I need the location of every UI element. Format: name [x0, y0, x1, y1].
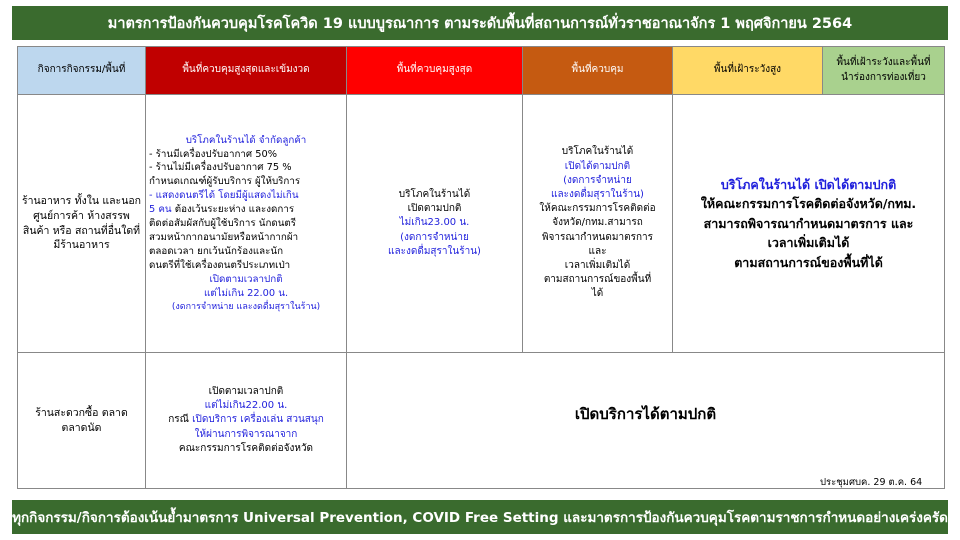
- restaurant-control-cell: [523, 95, 673, 353]
- cell-line: และงดดื่มสุราในร้าน): [388, 245, 481, 257]
- cell-line: เปิดตามปกติ: [407, 203, 462, 215]
- cell-line: สามารถพิจารณากำหนดมาตรการ และ: [703, 215, 914, 231]
- restaurant-label: [18, 95, 146, 353]
- cell-line: บริโภคในร้านได้ เปิดได้ตามปกติ: [720, 177, 897, 193]
- cell-line: เปิดได้ตามปกติ: [564, 160, 631, 172]
- cell-line: พิจารณากำหนดมาตรการ: [541, 231, 654, 243]
- cell-line-part: 5 คน: [149, 204, 172, 216]
- cell-line: บริโภคในร้านได้: [398, 189, 471, 201]
- cell-line: - ร้านมีเครื่องปรับอากาศ 50%: [149, 148, 278, 160]
- restaurant-row: [18, 95, 945, 353]
- cell-line-part: ต้องเว้นระยะห่าง และงดการ: [171, 204, 295, 216]
- cell-line: กำหนดเกณฑ์ผู้รับบริการ ผู้ให้บริการ: [149, 176, 301, 188]
- cell-line: ให้คณะกรรมการโรคติดต่อจังหวัด/กทม.: [700, 196, 917, 212]
- cell-line: (งดการจำหน่าย และงดดื่มสุราในร้าน): [171, 301, 321, 312]
- convenience-other-zones-cell: [347, 353, 945, 489]
- cell-line: ติดต่อสัมผัสกับผู้ใช้บริการ นักดนตรี: [149, 218, 297, 230]
- measures-table: [17, 46, 945, 489]
- header-max-zone: พื้นที่ควบคุมสูงสุด: [347, 47, 523, 95]
- cell-line: ได้: [591, 288, 604, 300]
- cell-line: คณะกรรมการโรคติดต่อจังหวัด: [178, 442, 314, 454]
- cell-line: สวมหน้ากากอนามัยหรือหน้ากากผ้า: [149, 232, 299, 244]
- cell-line: บริโภคในร้านได้ จำกัดลูกค้า: [185, 134, 307, 146]
- cell-line: ดนตรีที่ใช้เครื่องดนตรีประเภทเป่า: [149, 259, 291, 271]
- header-max-strict-zone: พื้นที่ควบคุมสูงสุดและเข้มงวด: [146, 47, 347, 95]
- cell-line: ให้คณะกรรมการโรคติดต่อ: [539, 203, 656, 215]
- cell-line: เวลาเพิ่มเติมได้: [767, 235, 850, 251]
- cell-line: และ: [588, 245, 607, 257]
- header-control-zone: พื้นที่ควบคุม: [523, 47, 673, 95]
- convenience-max-strict-cell: [146, 353, 347, 489]
- header-activity: กิจการกิจกรรม/พื้นที่: [18, 47, 146, 95]
- restaurant-max-strict-cell: [146, 95, 347, 353]
- convenience-other-text: เปิดบริการได้ตามปกติ: [574, 404, 717, 423]
- footer-banner: ทุกกิจกรรม/กิจการต้องเน้นย้ำมาตรการ Universal Prevention, COVID Free Setting และมาตรการป้องกันควบคุมโรคตามราชการกำหนดอย่างเคร่งครัด: [12, 500, 948, 534]
- cell-line: ไม่เกิน23.00 น.: [399, 217, 470, 229]
- restaurant-max-cell: [347, 95, 523, 353]
- cell-line: ตลอดเวลา ยกเว้นนักร้องและนัก: [149, 245, 284, 257]
- restaurant-label-text: ร้านอาหาร ทั้งใน และนอก ศูนย์การค้า ห้างสรรพสินค้า หรือ สถานที่อื่นใดที่มีร้านอาหาร: [21, 194, 142, 252]
- page-title: มาตรการป้องกันควบคุมโรคโควิด 19 แบบบูรณาการ ตามระดับพื้นที่สถานการณ์ทั่วราชอาณาจักร 1 พฤศจิกายน 2564: [12, 6, 948, 40]
- cell-line: - แสดงดนตรีได้ โดยมีผู้แสดงไม่เกิน: [149, 190, 299, 202]
- cell-line: และงดดื่มสุราในร้าน): [551, 189, 644, 201]
- header-row: [18, 47, 945, 95]
- cell-line: ตามสถานการณ์ของพื้นที่: [543, 274, 652, 286]
- cell-line: จังหวัด/กทม.สามารถ: [552, 217, 643, 229]
- cell-line: เปิดตามเวลาปกติ: [208, 386, 284, 398]
- convenience-label: [18, 353, 146, 489]
- meeting-note: ประชุมศบค. 29 ต.ค. 64: [820, 477, 923, 488]
- cell-line: (งดการจำหน่าย: [400, 231, 469, 243]
- cell-line: - ร้านไม่มีเครื่องปรับอากาศ 75 %: [149, 162, 292, 174]
- header-watch-zone: พื้นที่เฝ้าระวังสูง: [673, 47, 823, 95]
- convenience-label-text: ร้านสะดวกซื้อ ตลาด ตลาดนัด: [35, 406, 128, 434]
- cell-line: [149, 413, 343, 427]
- cell-line: ตามสถานการณ์ของพื้นที่ได้: [734, 254, 883, 270]
- cell-line-part: เปิดบริการ เครื่องเล่น สวนสนุก: [192, 414, 324, 426]
- cell-line: (งดการจำหน่าย: [563, 174, 632, 186]
- cell-line-part: กรณี: [168, 414, 193, 426]
- cell-line: เวลาเพิ่มเติมได้: [564, 259, 631, 271]
- cell-line: แต่ไม่เกิน 22.00 น.: [203, 287, 289, 299]
- cell-line: แต่ไม่เกิน22.00 น.: [204, 400, 288, 412]
- cell-line: บริโภคในร้านได้: [561, 146, 634, 158]
- cell-line: ให้ผ่านการพิจารณาจาก: [194, 428, 298, 440]
- cell-line: [149, 203, 343, 217]
- convenience-row: [18, 353, 945, 489]
- restaurant-watch-pilot-cell: [673, 95, 945, 353]
- cell-line: เปิดตามเวลาปกติ: [209, 273, 283, 285]
- header-pilot-zone: พื้นที่เฝ้าระวังและพื้นที่นำร่องการท่องเที่ยว: [823, 47, 945, 95]
